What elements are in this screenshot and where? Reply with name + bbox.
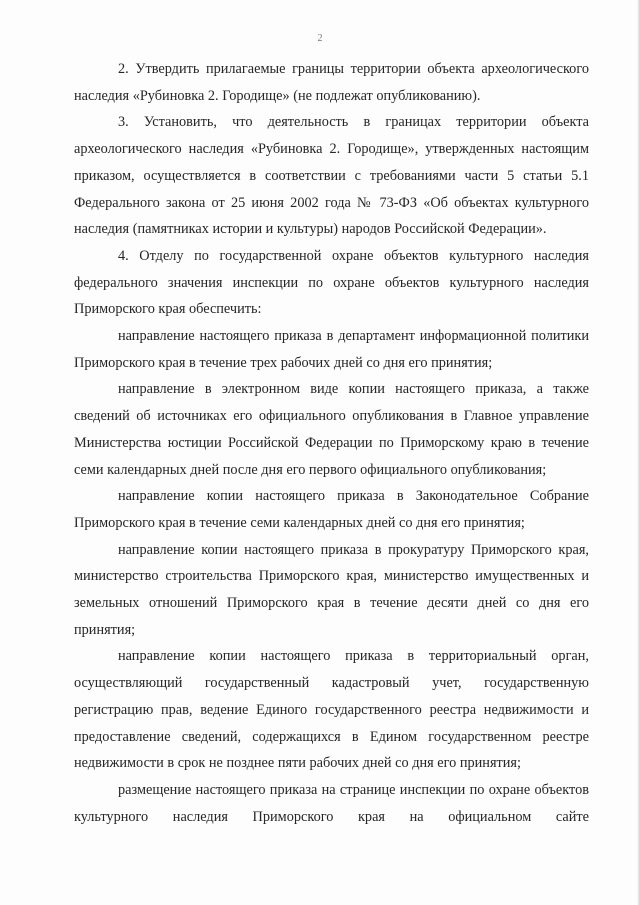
list-item-cadastral: направление копии настоящего приказа в территориальный орган, осуществляющий государственный кадастровый учет, государственную регистрацию прав, ведение Единого государственного реестра недвижимости и предоставление сведений, содержащихся в Едином государственном реестре недвижимости в срок не позднее пяти рабочих дней со дня его принятия;: [74, 648, 589, 772]
paragraph-approve-boundaries: 2. Утвердить прилагаемые границы территории объекта археологического наследия «Рубиновка 2. Городище» (не подлежат опубликованию).: [74, 61, 589, 104]
page-number: 2: [317, 33, 323, 44]
list-item-prosecutor: направление копии настоящего приказа в прокуратуру Приморского края, министерство строительства Приморского края, министерство имущественных и земельных отношений Приморского края в течение десяти дней со дня его принятия;: [74, 541, 589, 638]
list-item-legislative-assembly: направление копии настоящего приказа в Законодательное Собрание Приморского края в течение семи календарных дней со дня его принятия;: [74, 488, 589, 531]
document-body: [74, 56, 589, 830]
list-item-website: размещение настоящего приказа на странице инспекции по охране объектов культурного наследия Приморского края на официальном сайте: [74, 781, 589, 825]
list-item-info-policy: направление настоящего приказа в департамент информационной политики Приморского края в течение трех рабочих дней со дня его принятия;: [74, 328, 589, 371]
paragraph-department-ensure: 4. Отделу по государственной охране объектов культурного наследия федерального значения инспекции по охране объектов культурного наследия Приморского края обеспечить:: [74, 247, 589, 318]
paragraph-establish-activity: 3. Установить, что деятельность в границах территории объекта археологического наследия «Рубиновка 2. Городище», утвержденных настоящим приказом, осуществляется в соответствии с требованиями части 5 статьи 5.1 Федерального закона от 25 июня 2002 года № 73-ФЗ «Об объектах культурного наследия (памятниках истории и культуры) народов Российской Федерации».: [74, 114, 589, 238]
list-item-ministry-justice: направление в электронном виде копии настоящего приказа, а также сведений об источниках его официального опубликования в Главное управление Министерства юстиции Российской Федерации по Приморскому краю в течение семи календарных дней после дня его первого официального опубликования;: [74, 381, 589, 478]
